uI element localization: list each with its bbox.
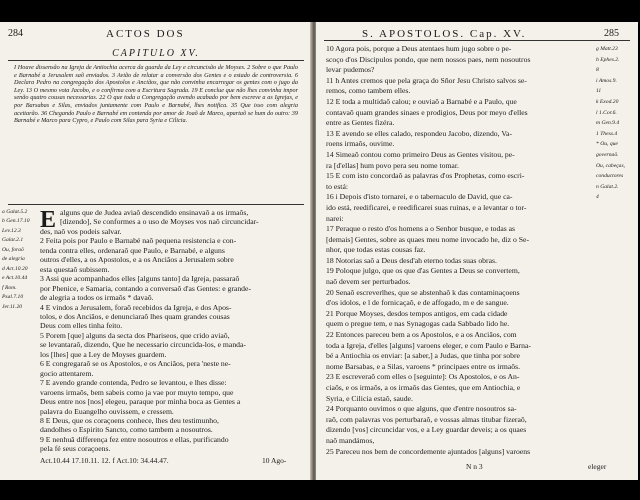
verse-line: ido está, reedificarei, e reedificarei suas ruinas, e a levantar o tor- [326, 202, 527, 212]
verse-line: levar pudemos? [326, 65, 375, 75]
right-margin-notes [596, 44, 636, 203]
signature-mark: N n 3 [466, 462, 483, 471]
right-catchword: eleger [588, 462, 607, 471]
right-page-number: 285 [604, 28, 619, 39]
verse-line: 8 E Deus, que os coraçoens conhece, lhes deu testimunho, [40, 415, 219, 425]
verse-line: narei: [326, 213, 344, 223]
margin-note: * Ou, que [596, 141, 618, 148]
verse-line: tenda contra elles, ordenaraõ que Paulo, e Barnabé, e alguns [40, 245, 225, 255]
verse-line: 15 E com isto concordaõ as palavras d'os Prophetas, como escri- [326, 171, 525, 181]
verse-line: nhor, que todas estas cousas faz. [326, 245, 426, 255]
verse-line: 13 E avendo se elles calado, respondeu Jacobo, dizendo, Va- [326, 128, 513, 138]
verse-line: remos, como tambem elles. [326, 86, 411, 96]
verse-line: roens irmaõs, ouvime. [326, 139, 395, 149]
margin-note: governaõ. [596, 151, 619, 158]
verse-line: 7 E avendo grande contenda, Pedro se levantou, e lhes disse: [40, 378, 227, 388]
margin-note: e Act.10.44 [2, 275, 28, 282]
verse-line: pela fé seus coraçoens. [40, 444, 111, 454]
margin-note: Ou, foraõ [2, 246, 24, 253]
drop-capital: E [40, 207, 57, 233]
verse-line: raõ, com palavras vos perturbaraõ, e vossas almas titubar fizeraõ, [326, 414, 527, 424]
verse-line: naõ mandámos, [326, 435, 375, 445]
left-page [0, 22, 312, 480]
verse-line: 12 E toda a multidaõ calou; e ouviaõ a Barnabé e a Paulo, que [326, 96, 517, 106]
margin-note: m Gen.9.4 [596, 120, 620, 127]
verse-line: por Phenice, e Samaria, contando a conversaõ d'as Gentes: e grande- [40, 283, 252, 293]
left-catchword: 10 Ago- [262, 456, 287, 465]
verse-line: naõ devem ser perturbados. [326, 277, 411, 287]
verse-line: dandolhes o Espirito Sancto, como tambem a nosoutros. [40, 425, 213, 435]
verse-line: palavra do Euangelho ouvissem, e cressem. [40, 406, 174, 416]
verse-line: quem o pregue tem, e nas Synagogas cada Sabbado lido he. [326, 319, 510, 329]
verse-line: de alegria a todos os irmaõs * davaõ. [40, 293, 154, 303]
verse-line: bé a Antiochia os enviar: [a saber,] a Judas, que tinha por sobre [326, 351, 520, 361]
verse-line: Deus entre nos [nos] elegeu, paraque por minha boca as Gentes a [40, 397, 241, 407]
verse-line: tolos, e dos Anciãos, e denunciaraõ lhes quam grandes cousas [40, 311, 230, 321]
chapter-summary: I Houve dissensão na Igreja de Antiochia acerca da guarda da Ley e circuncisão de Moyses. 2 Sobre o que Paulo e Barnabé a Jerusalem saõ enviados. 3 Avião de relatar a conversão dos Gentes e o estado de controversia. 6 Declara Pedro na congregação dos Apostolos e Anciãos, que não convinha encarregar os gentes com o jugo da Ley. 13 O mesmo vota Jacobo, e o confirma com a Escritura Sagrada. 19 E conclue que não lhes convinha impor senão quatro cousas necessarias. 22 O que toda a Congregação avendo acabado por bem escreve a as Igrejas, e por Barsabas e Silas, enviados juntamente com Paulo e Barnabé, lhes notifica. 35 Que isso com alegria aceitarão. 36 Chegando Paulo e Barnabé em contenda por amor de Joaõ de Marco, apartaõ se hum do outro: 39 Barnabé e Marco para Cypro, e Paulo com Silas para Syria e Cilicia. [14, 64, 298, 125]
verse-line: los [lhes] que a Ley de Moyses guardem. [40, 349, 167, 359]
verse-line: toda a Igreja, d'elles [alguns] varoens eleger, e com Paulo e Barna- [326, 340, 531, 350]
summary-rule [8, 204, 304, 205]
verse-line: ciaõs, e os irmaõs, a os irmaõs das Gentes, que em Antiochia, e [326, 383, 521, 392]
verse-line: varoens irmaõs, bem sabeis como ja vae por muyto tempo, que [40, 387, 234, 397]
margin-note: 11 [596, 88, 602, 95]
margin-note: b Gen.17.10 [2, 218, 30, 225]
left-footnote-line: Act.10.44 17.10.11. 12. f Act.10: 34.44.47. [40, 456, 169, 465]
margin-note: 1 Thess.4 [596, 130, 618, 137]
verse-line: scoço d'os Discipulos pondo, que nem nossos paes, nem nosoutros [326, 54, 531, 64]
verse-line: nome Barsabas, e a Silas, varoens * principaes entre os irmaõs. [326, 361, 521, 371]
verse-line: 19 Poloque julgo, que os que d'as Gentes a Deus se convertem, [326, 266, 520, 276]
verse-line: 3 Assi que acompanhados elles [alguns tanto] da Igreja, passaraõ [40, 274, 240, 284]
margin-note: Psal.7.10 [2, 294, 24, 301]
left-margin-notes [2, 208, 36, 312]
margin-note: a Galat.5.2 [2, 209, 28, 215]
verse-line: [dizendo], Se conformes a o uso de Moyses vos naõ circuncidar- [60, 217, 259, 227]
margin-note: de alegria [2, 256, 25, 263]
margin-note: i Amos.9. [596, 77, 617, 84]
verse-line: [demais] Gentes, sobre as quaes meu nome invocado he, diz o Se- [326, 234, 530, 244]
margin-note: Ou, cabeças, [596, 162, 626, 169]
verse-line: 20 Senaõ escreverlhes, que se abstenhaõ k das contaminaçoens [326, 287, 520, 297]
verse-line: ra [d'ellas] hum povo pera seu nome tomar. [326, 160, 459, 170]
margin-note: Jer.11.20 [2, 303, 23, 310]
margin-note: l 1.Cor.6. [596, 109, 617, 116]
right-header-rule [324, 40, 630, 41]
verse-line: esta questaõ subissem. [40, 264, 110, 274]
left-running-head: ACTOS DOS [106, 28, 185, 40]
verse-line: gocio attentarem. [40, 368, 94, 378]
verse-line: 4 E vindos a Jerusalem, foraõ recebidos da Igreja, e dos Apos- [40, 302, 232, 312]
verse-line: 14 Simeaõ contou como primeiro Deus as Gentes visitou, pe- [326, 149, 515, 159]
verse-line: Syria, e Cilicia estaõ, saude. [326, 393, 413, 403]
verse-line: 21 Porque Moyses, desdos tempos antigos, em cada cidade [326, 308, 508, 318]
header-rule [8, 60, 304, 61]
right-page [316, 22, 638, 480]
verse-line: 25 Pareceu nos bem de concordemente ajuntados [alguns] varoens [326, 446, 531, 456]
margin-note: 8 [596, 67, 599, 74]
verse-line: des, naõ vos podeis salvar. [40, 226, 122, 236]
margin-note: n Galat.2. [596, 183, 619, 190]
verse-line: alguns que de Judea aviaõ descendido ensinavaõ a os irmaõs, [60, 208, 249, 217]
verse-line: 2 Feita pois por Paulo e Barnabé naõ pequena resistencia e con- [40, 236, 237, 246]
verse-line: dizendo [vos] circuncidar vos, e a Ley guardar deveis; a os quaes [326, 425, 527, 435]
left-body-text [40, 208, 306, 454]
verse-line: 10 Agora pois, porque a Deus atentaes hum jugo sobre o pe- [326, 44, 512, 53]
verse-line: to está: [326, 181, 348, 191]
verse-line: 16 i Depois d'isto tornarei, e o tabernaculo de David, que ca- [326, 192, 513, 202]
right-running-head: S. APOSTOLOS. Cap. XV. [362, 28, 527, 40]
verse-line: d'os idolos, e l de fornicaçaõ, e de affogado, m e de sangue. [326, 298, 509, 308]
verse-line: 5 Porem [que] alguns da secta dos Phariseos, que crido aviaõ, [40, 330, 230, 340]
verse-line: 22 Entonces pareceu bem a os Apostolos, e a os Anciãos, com [326, 330, 517, 340]
verse-line: 6 E congregaraõ se os Apostolos, e os Anciãos, pera 'neste ne- [40, 359, 231, 369]
margin-note: Galat.2.1 [2, 237, 24, 244]
verse-line: 24 Porquanto ouvimos o que alguns, que d'entre nosoutros sa- [326, 404, 517, 414]
margin-note: d Act.10.20 [2, 265, 28, 272]
right-body-text [326, 44, 594, 457]
verse-line: 23 E escreveraõ com elles o [seguinte]: Os Apostolos, e os An- [326, 372, 520, 382]
margin-note: h Ephes.2. [596, 56, 620, 63]
margin-note: conductores [596, 173, 624, 180]
verse-line: contavaõ quam grandes sinaes e prodigios, Deus por meyo d'elles [326, 107, 528, 117]
verse-line: 9 E nenhuã differença fez entre nosoutros e ellas, purificando [40, 434, 229, 444]
verse-line: Deus com elles tinha feito. [40, 321, 123, 331]
margin-note: k Exod.20 [596, 98, 619, 105]
left-page-number: 284 [8, 28, 23, 39]
verse-line: outros d'elles, a os Apostolos, e a os Anciãos a Jerusalem sobre [40, 255, 234, 265]
margin-note: Lev.12.3 [2, 227, 21, 234]
margin-note: 4 [596, 194, 599, 201]
verse-line: 17 Peraque o resto d'os homens a o Senhor busque, e todas as [326, 224, 516, 234]
verse-line: 18 Notorias saõ a Deus desd'ah eterno todas suas obras. [326, 255, 497, 265]
verse-line: se levantaraõ, dizendo, Que he necessario circuncida-los, e manda- [40, 340, 246, 350]
verse-line: entre as Gentes fizéra. [326, 118, 395, 128]
verse-line: 11 h Antes cremos que pela graça do Sñor Jesu Christo salvos se- [326, 75, 527, 85]
margin-note: f Rom. [2, 284, 17, 291]
chapter-title: CAPITULO XV. [112, 48, 200, 59]
margin-note: g Matt.23 [596, 46, 618, 52]
